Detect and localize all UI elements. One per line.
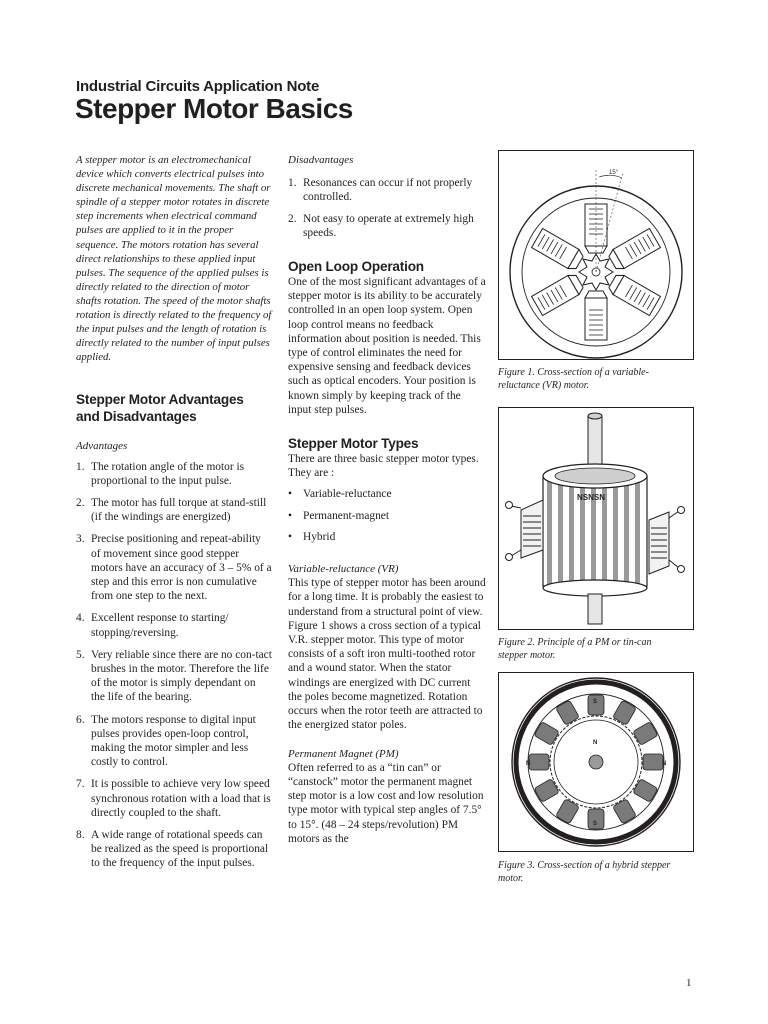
bullet: • [288, 530, 292, 543]
list-item [76, 532, 272, 603]
list-item [288, 509, 486, 523]
vr-label: Variable-reluctance (VR) [288, 563, 399, 576]
list-number: 1. [288, 177, 297, 190]
disadvantages-label: Disadvantages [288, 154, 354, 166]
advantages-label: Advantages [76, 440, 128, 453]
list-text: A wide range of rotational speeds can be realized as the speed is proportional to the frequency of the input pulses. [91, 829, 269, 870]
list-number: 3. [76, 533, 85, 546]
list-item [76, 828, 272, 871]
column-left [76, 153, 272, 871]
list-text: It is possible to achieve very low speed synchronous rotation with a load that is directly coupled to the shaft. [91, 778, 271, 819]
figure-2-pm-motor [498, 407, 694, 630]
figure-3-hybrid-motor [498, 672, 694, 852]
bullet: • [288, 509, 292, 522]
list-text: Very reliable since there are no con-tact brushes in the motor. Therefore the life of the motor is simply dependant on the life of the bearing. [91, 648, 272, 704]
list-item [288, 212, 486, 240]
list-item [76, 496, 272, 524]
vr-body: This type of stepper motor has been around for a long time. It is probably the easiest to understand from a structural point of view. Figure 1 shows a cross section of a typical V.R. stepper motor. This type of motor consists of a soft iron multi-toothed rotor and a wound stator. When the stator windings are energized with DC current the poles become magnetized. Rotation occurs when the rotor teeth are attracted to the energized stator poles. [288, 577, 486, 732]
list-number: 2. [288, 212, 297, 225]
figure-2-caption: Figure 2. Principle of a PM or tin-can stepper motor. [498, 637, 652, 661]
list-item [76, 460, 272, 488]
list-text: The rotation angle of the motor is proportional to the input pulse. [91, 460, 245, 487]
list-item [288, 176, 486, 204]
list-item [76, 611, 272, 639]
hybrid-motor-diagram [499, 673, 693, 851]
list-number: 1. [76, 460, 85, 473]
types-list [288, 487, 486, 544]
list-text: Permanent-magnet [303, 509, 390, 522]
advantages-heading-line2: and Disadvantages [76, 409, 197, 425]
list-item [288, 487, 486, 501]
list-item [76, 713, 272, 770]
list-text: Not easy to operate at extremely high speeds. [303, 212, 474, 239]
list-number: 7. [76, 778, 85, 791]
list-number: 2. [76, 497, 85, 510]
stator-s-label-bottom: S [593, 821, 598, 827]
magnet-ring-label: NSNSN [577, 493, 606, 502]
list-text: Precise positioning and repeat-ability of movement since good stepper motors have an accuracy of 3 – 5% of a step and this error is non cumulative from one step to the next. [91, 533, 272, 603]
document-title: Stepper Motor Basics [75, 93, 353, 124]
list-item [76, 648, 272, 705]
list-number: 4. [76, 612, 85, 625]
angle-label: 15° [609, 170, 619, 176]
intro-paragraph: A stepper motor is an electromechanical device which converts electrical pulses into discrete mechanical movements. The shaft or spindle of a stepper motor rotates in discrete step increments when electrical command pulses are applied to it in the proper sequence. The motors rotation has several direct relationships to these applied input pulses. The sequence of the applied pulses is directly related to the direction of motor shafts rotation. The speed of the motor shafts rotation is directly related to the frequency of the input pulses and the length of rotation is directly related to the number of input pulses applied. [76, 154, 272, 364]
open-loop-heading: Open Loop Operation [288, 259, 424, 275]
list-text: The motors response to digital input pulses provides open-loop control, making the motor simpler and less costly to control. [91, 713, 256, 769]
figure-1-caption: Figure 1. Cross-section of a variable-reluctance (VR) motor. [498, 367, 649, 391]
list-item [288, 530, 486, 544]
column-middle [288, 153, 486, 846]
page-number: 1 [686, 977, 692, 989]
pm-motor-diagram [499, 408, 693, 629]
stator-n-label-left: N [526, 761, 531, 767]
types-heading: Stepper Motor Types [288, 436, 419, 452]
list-text: Excellent response to starting/ stopping/reversing. [91, 612, 229, 639]
list-number: 6. [76, 713, 85, 726]
pm-body: Often referred to as a “tin can” or “canstock” motor the permanent magnet step motor is a low cost and low resolution type motor with typical step angles of 7.5° to 15°. (48 – 24 steps/revolution) PM motors as the [288, 761, 484, 845]
list-number: 8. [76, 829, 85, 842]
list-number: 5. [76, 648, 85, 661]
document-subtitle: Industrial Circuits Application Note [76, 78, 320, 95]
disadvantages-list [288, 176, 486, 240]
stator-n-label-right: N [662, 761, 667, 767]
list-text: Hybrid [303, 530, 336, 543]
advantages-heading [76, 391, 272, 425]
list-text: Variable-reluctance [303, 488, 392, 501]
list-item [76, 777, 272, 820]
vr-motor-diagram [499, 151, 693, 359]
column-figures [498, 150, 694, 885]
open-loop-body: One of the most significant advantages of a stepper motor is its ability to be accurately controlled in an open loop system. Open loop control means no feedback information about position is needed. This type of control eliminates the need for expensive sensing and feedback devices such as optical encoders. Your position is known simply by keeping track of the input step pulses. [288, 276, 486, 416]
list-text: Resonances can occur if not properly controlled. [303, 177, 473, 204]
stator-s-label-top: S [593, 699, 598, 705]
advantages-list [76, 460, 272, 871]
figure-1-vr-cross-section [498, 150, 694, 360]
pm-label: Permanent Magnet (PM) [288, 747, 399, 760]
types-intro: There are three basic stepper motor types. They are : [288, 453, 479, 480]
bullet: • [288, 488, 292, 501]
rotor-n-label: N [593, 740, 598, 746]
list-text: The motor has full torque at stand-still (if the windings are energized) [91, 497, 267, 524]
advantages-heading-line1: Stepper Motor Advantages [76, 392, 244, 408]
figure-3-caption: Figure 3. Cross-section of a hybrid stepper motor. [498, 860, 671, 884]
